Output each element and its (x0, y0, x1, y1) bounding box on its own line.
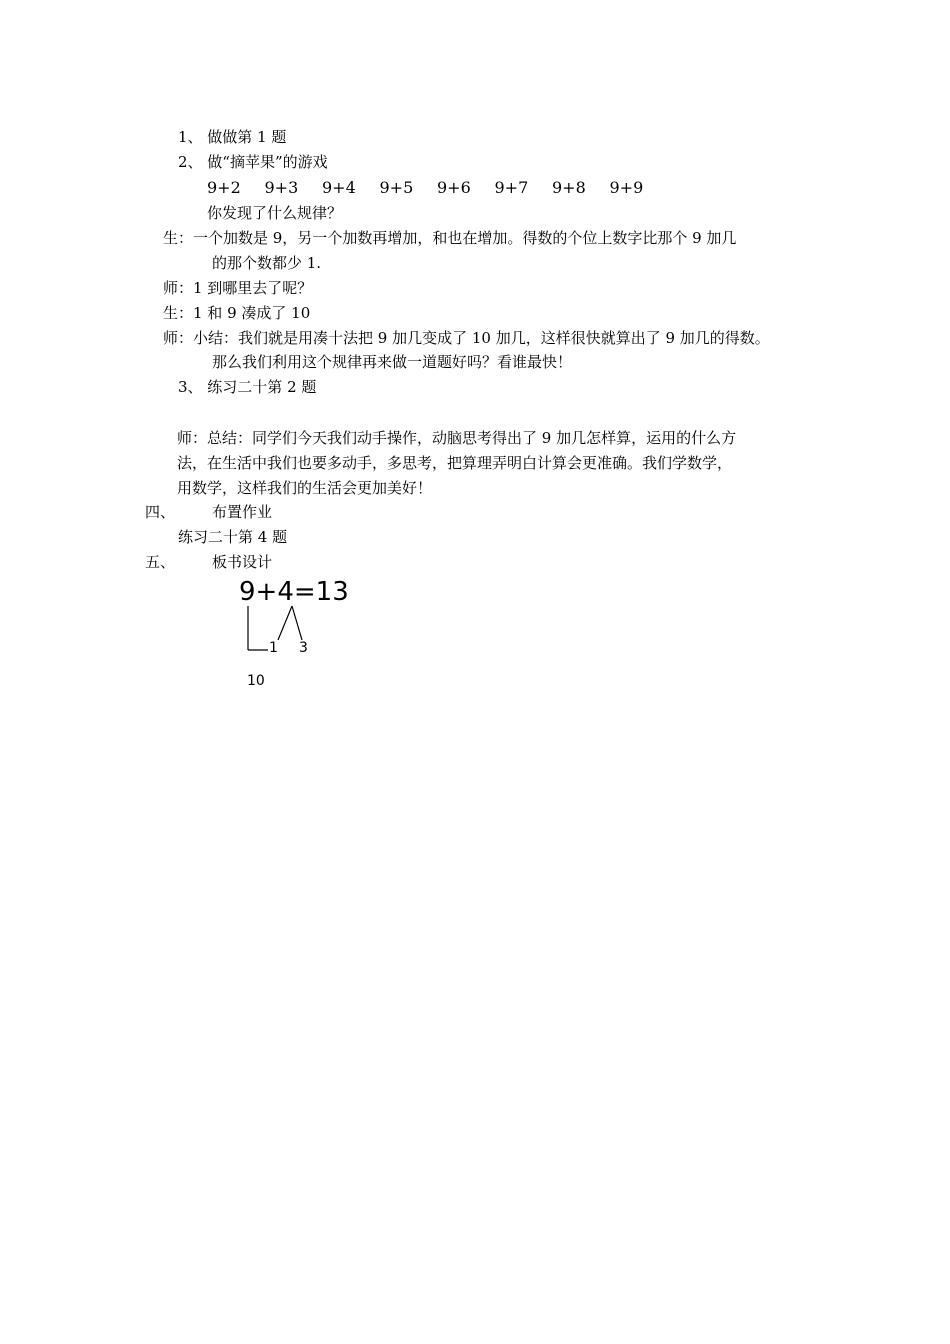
sum-ten-number: 10 (247, 673, 265, 689)
teacher-summary-line: 师：小结：我们就是用凑十法把 9 加几变成了 10 加几，这样很快就算出了 9 加几的得数。 (163, 329, 770, 347)
split-right-number: 3 (299, 640, 308, 656)
split-left-number: 1 (269, 640, 278, 656)
conclusion-line-2: 法，在生活中我们也要多动手，多思考，把算理弄明白计算会更准确。我们学数学， (177, 454, 733, 472)
student-reply-line: 生：1 和 9 凑成了 10 (163, 304, 311, 322)
expression: 9+2 (207, 178, 241, 197)
section-4-title: 布置作业 (212, 503, 273, 521)
split-left-stroke (278, 606, 292, 640)
board-equation: 9+4=13 (239, 577, 349, 607)
expression: 9+7 (494, 178, 529, 197)
section-5-title: 板书设计 (212, 553, 273, 571)
section-4-item: 练习二十第 4 题 (178, 528, 288, 546)
expression: 9+3 (264, 178, 299, 197)
student-answer-continued: 的那个数都少 1. (212, 254, 322, 272)
section-5-number: 五、 (145, 553, 176, 571)
expression-row (207, 178, 667, 198)
item-3: 3、 练习二十第 2 题 (178, 378, 317, 396)
teacher-question-line: 师：1 到哪里去了呢？ (163, 279, 313, 297)
expression: 9+6 (437, 178, 471, 197)
expression: 9+8 (552, 178, 586, 197)
conclusion-line-3: 用数学，这样我们的生活会更加美好！ (177, 479, 433, 497)
section-4-number: 四、 (145, 503, 176, 521)
split-right-stroke (292, 606, 302, 640)
conclusion-line-1: 师：总结：同学们今天我们动手操作，动脑思考得出了 9 加几怎样算，运用的什么方 (177, 429, 737, 447)
teacher-summary-continued: 那么我们利用这个规律再来做一道题好吗？看谁最快！ (212, 353, 573, 371)
expression: 9+9 (609, 178, 644, 197)
item-2: 2、 做“摘苹果”的游戏 (178, 153, 328, 171)
question-line: 你发现了什么规律？ (207, 204, 343, 222)
board-design-diagram (236, 576, 376, 696)
item-1: 1、 做做第 1 题 (178, 128, 287, 146)
student-answer-line: 生：一个加数是 9，另一个加数再增加，和也在增加。得数的个位上数字比那个 9 加几 (163, 229, 737, 247)
expression: 9+5 (379, 178, 414, 197)
expression: 9+4 (322, 178, 356, 197)
